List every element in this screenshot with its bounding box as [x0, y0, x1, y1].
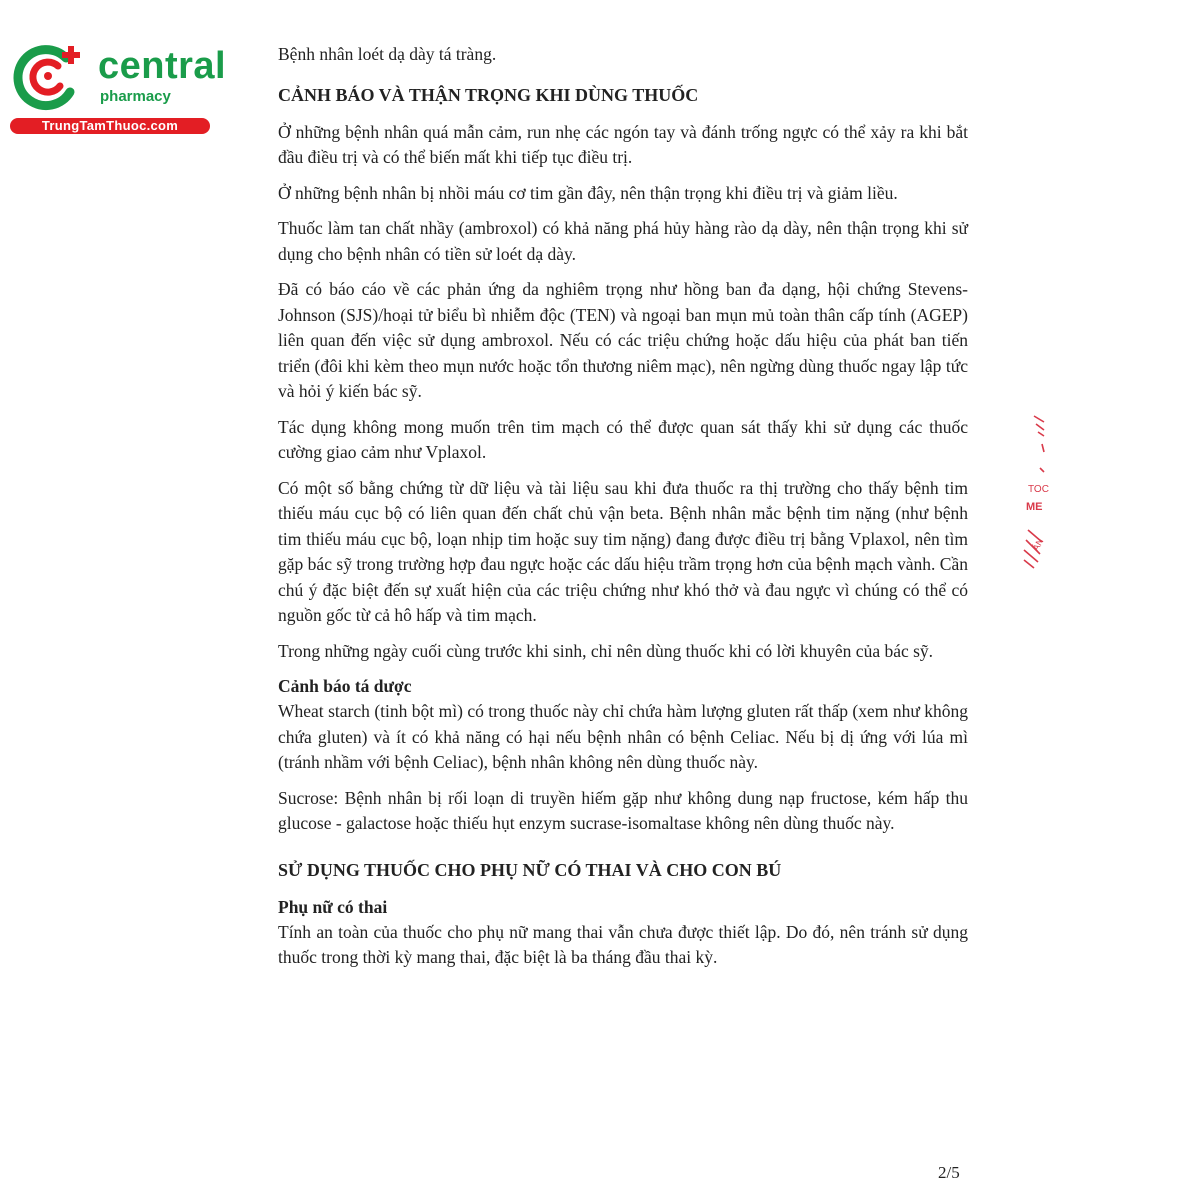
- section-heading-warnings: CẢNH BÁO VÀ THẬN TRỌNG KHI DÙNG THUỐC: [278, 84, 699, 105]
- logo-subtitle: pharmacy: [100, 88, 171, 105]
- paragraph: Đã có báo cáo về các phản ứng da nghiêm trọng như hồng ban đa dạng, hội chứng Stevens-Johnson (SJS)/hoại tử biểu bì nhiễm độc (TEN) và ngoại ban mụn mủ toàn thân cấp tính (AGEP) liên quan đến việc sử dụng ambroxol. Nếu có các triệu chứng hoặc dấu hiệu của phát ban tiến triển (đôi khi kèm theo mụn nước hoặc tổn thương niêm mạc), nên ngừng dùng thuốc ngay lập tức và hỏi ý kiến bác sỹ.: [278, 279, 968, 401]
- logo-wordmark: central: [98, 45, 227, 87]
- document-content: [278, 42, 968, 971]
- paragraph: Thuốc làm tan chất nhầy (ambroxol) có khả năng phá hủy hàng rào dạ dày, nên thận trọng khi sử dụng cho bệnh nhân có tiền sử loét dạ dày.: [278, 218, 968, 264]
- paragraph: Ở những bệnh nhân bị nhồi máu cơ tim gần đây, nên thận trọng khi điều trị và giảm liều.: [278, 182, 898, 203]
- paragraph: Sucrose: Bệnh nhân bị rối loạn di truyền hiếm gặp như không dung nạp fructose, kém hấp thu glucose - galactose hoặc thiếu hụt enzym sucrase-isomaltase không nên dùng thuốc này.: [278, 787, 968, 833]
- stamp-text-1: TOC: [1028, 484, 1049, 495]
- stamp-text-2: ME: [1026, 501, 1043, 513]
- pharmacy-logo-icon: [10, 36, 90, 116]
- page-number: 2/5: [938, 1163, 960, 1182]
- stamp-text-3: ÁN: [1030, 536, 1046, 553]
- central-pharmacy-logo: [10, 36, 227, 136]
- section-heading-pregnancy: SỬ DỤNG THUỐC CHO PHỤ NỮ CÓ THAI VÀ CHO CON BÚ: [278, 859, 782, 880]
- intro-paragraph: Bệnh nhân loét dạ dày tá tràng.: [278, 44, 497, 64]
- paragraph: Trong những ngày cuối cùng trước khi sinh, chỉ nên dùng thuốc khi có lời khuyên của bác sỹ.: [278, 640, 934, 661]
- paragraph: Có một số bằng chứng từ dữ liệu và tài liệu sau khi đưa thuốc ra thị trường cho thấy bệnh tim thiếu máu cục bộ có liên quan đến chất chủ vận beta. Bệnh nhân mắc bệnh tim nặng (như bệnh tim thiếu máu cục bộ, loạn nhịp tim hoặc suy tim nặng) đang được điều trị bằng Vplaxol, nên tìm gặp bác sỹ trong trường hợp đau ngực hoặc các dấu hiệu trầm trọng hơn của bệnh mạch vành. Cần chú ý đặc biệt đến sự xuất hiện của các triệu chứng như khó thở và đau ngực vì chúng có thể có nguồn gốc từ cả hô hấp và tim mạch.: [278, 477, 968, 625]
- paragraph: Tác dụng không mong muốn trên tim mạch có thể được quan sát thấy khi sử dụng các thuốc cường giao cảm như Vplaxol.: [278, 416, 968, 462]
- paragraph: Ở những bệnh nhân quá mẫn cảm, run nhẹ các ngón tay và đánh trống ngực có thể xảy ra khi bắt đầu điều trị và có thể biến mất khi tiếp tục điều trị.: [278, 121, 968, 167]
- subheading-excipients: Cảnh báo tá dược: [278, 676, 412, 696]
- paragraph: Tính an toàn của thuốc cho phụ nữ mang thai vẫn chưa được thiết lập. Do đó, nên tránh sử dụng thuốc trong thời kỳ mang thai, đặc biệt là ba tháng đầu thai kỳ.: [278, 921, 968, 967]
- paragraph: Wheat starch (tinh bột mì) có trong thuốc này chỉ chứa hàm lượng gluten rất thấp (xem như không chứa gluten) và ít có khả năng có hại nếu bệnh nhân có bệnh Celiac. Nếu bị dị ứng với lúa mì (tránh nhầm với bệnh Celiac), bệnh nhân không nên dùng thuốc này.: [278, 701, 968, 772]
- red-stamp-fragment: [1014, 410, 1054, 580]
- logo-website: TrungTamThuoc.com: [10, 118, 210, 134]
- subheading-pregnant-women: Phụ nữ có thai: [278, 896, 388, 917]
